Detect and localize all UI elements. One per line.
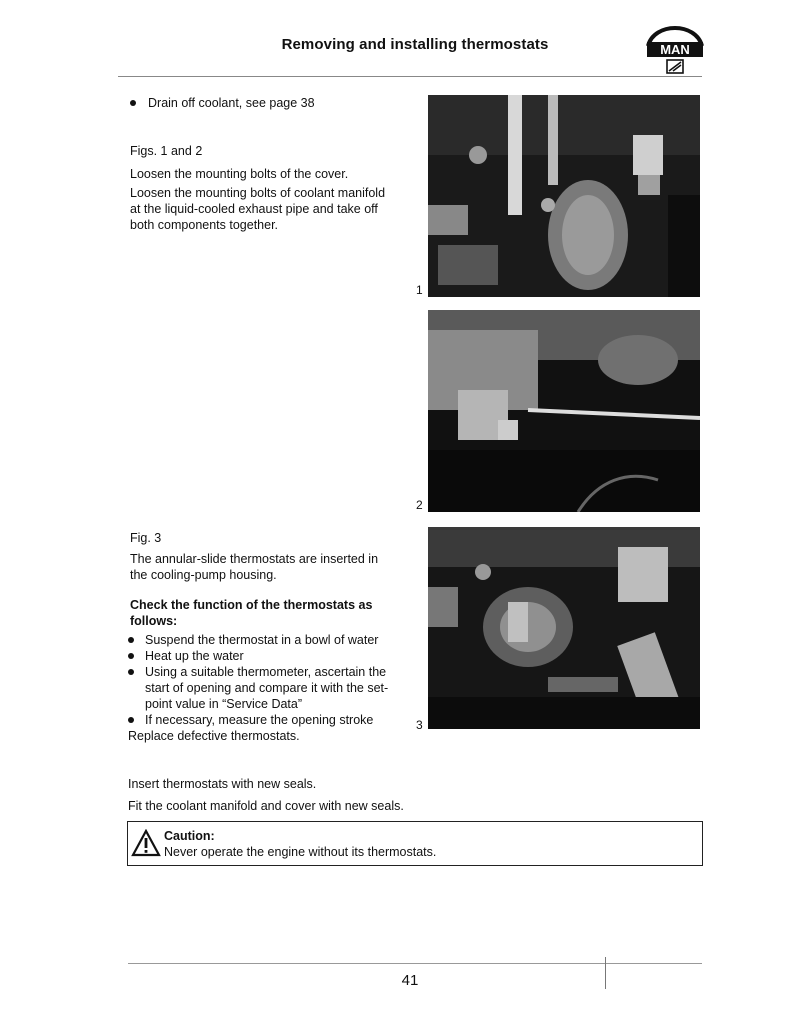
figs-1-2-label: Figs. 1 and 2	[130, 144, 203, 158]
bullet-icon	[128, 637, 134, 643]
annular-text: The annular-slide thermostats are inserted in the cooling-pump housing.	[130, 552, 379, 582]
loosen-manifold-text: Loosen the mounting bolts of coolant manifold at the liquid-cooled exhaust pipe and take off both components together.	[130, 186, 386, 232]
footer-rule	[128, 963, 702, 964]
check-steps-list	[128, 632, 390, 728]
bullet-icon	[128, 717, 134, 723]
bullet-icon	[128, 653, 134, 659]
warning-triangle-icon	[131, 829, 161, 857]
figure-3-photo	[428, 527, 700, 729]
check-heading: Check the function of the thermostats as follows:	[130, 598, 373, 628]
caution-text: Never operate the engine without its thermostats.	[164, 845, 437, 859]
fig-3-label: Fig. 3	[130, 531, 162, 545]
list-item: Using a suitable thermometer, ascertain the start of opening and compare it with the set-point value in “Service Data”	[128, 664, 390, 712]
loosen-cover-text: Loosen the mounting bolts of the cover.	[130, 167, 349, 181]
svg-text:MAN: MAN	[660, 42, 690, 57]
insert-text: Insert thermostats with new seals.	[128, 777, 317, 791]
figure-2-photo	[428, 310, 700, 512]
list-item: Heat up the water	[128, 648, 390, 664]
caution-label: Caution:	[164, 829, 215, 843]
header-rule	[118, 76, 702, 77]
bullet-icon	[130, 100, 136, 106]
page-number: 41	[401, 972, 419, 989]
page-title: Removing and installing thermostats	[281, 36, 549, 53]
figure-2-number: 2	[416, 498, 423, 512]
figure-3-number: 3	[416, 718, 423, 732]
fit-text: Fit the coolant manifold and cover with new seals.	[128, 799, 404, 813]
footer-divider	[605, 957, 606, 989]
list-item: Suspend the thermostat in a bowl of water	[128, 632, 390, 648]
figure-1-number: 1	[416, 283, 423, 297]
bullet-icon	[128, 669, 134, 675]
step-drain	[130, 95, 410, 111]
step-drain-text: Drain off coolant, see page 38	[148, 96, 315, 110]
man-logo	[640, 18, 710, 78]
list-item: If necessary, measure the opening stroke	[128, 712, 390, 728]
figure-1-photo	[428, 95, 700, 297]
replace-text: Replace defective thermostats.	[128, 729, 300, 743]
